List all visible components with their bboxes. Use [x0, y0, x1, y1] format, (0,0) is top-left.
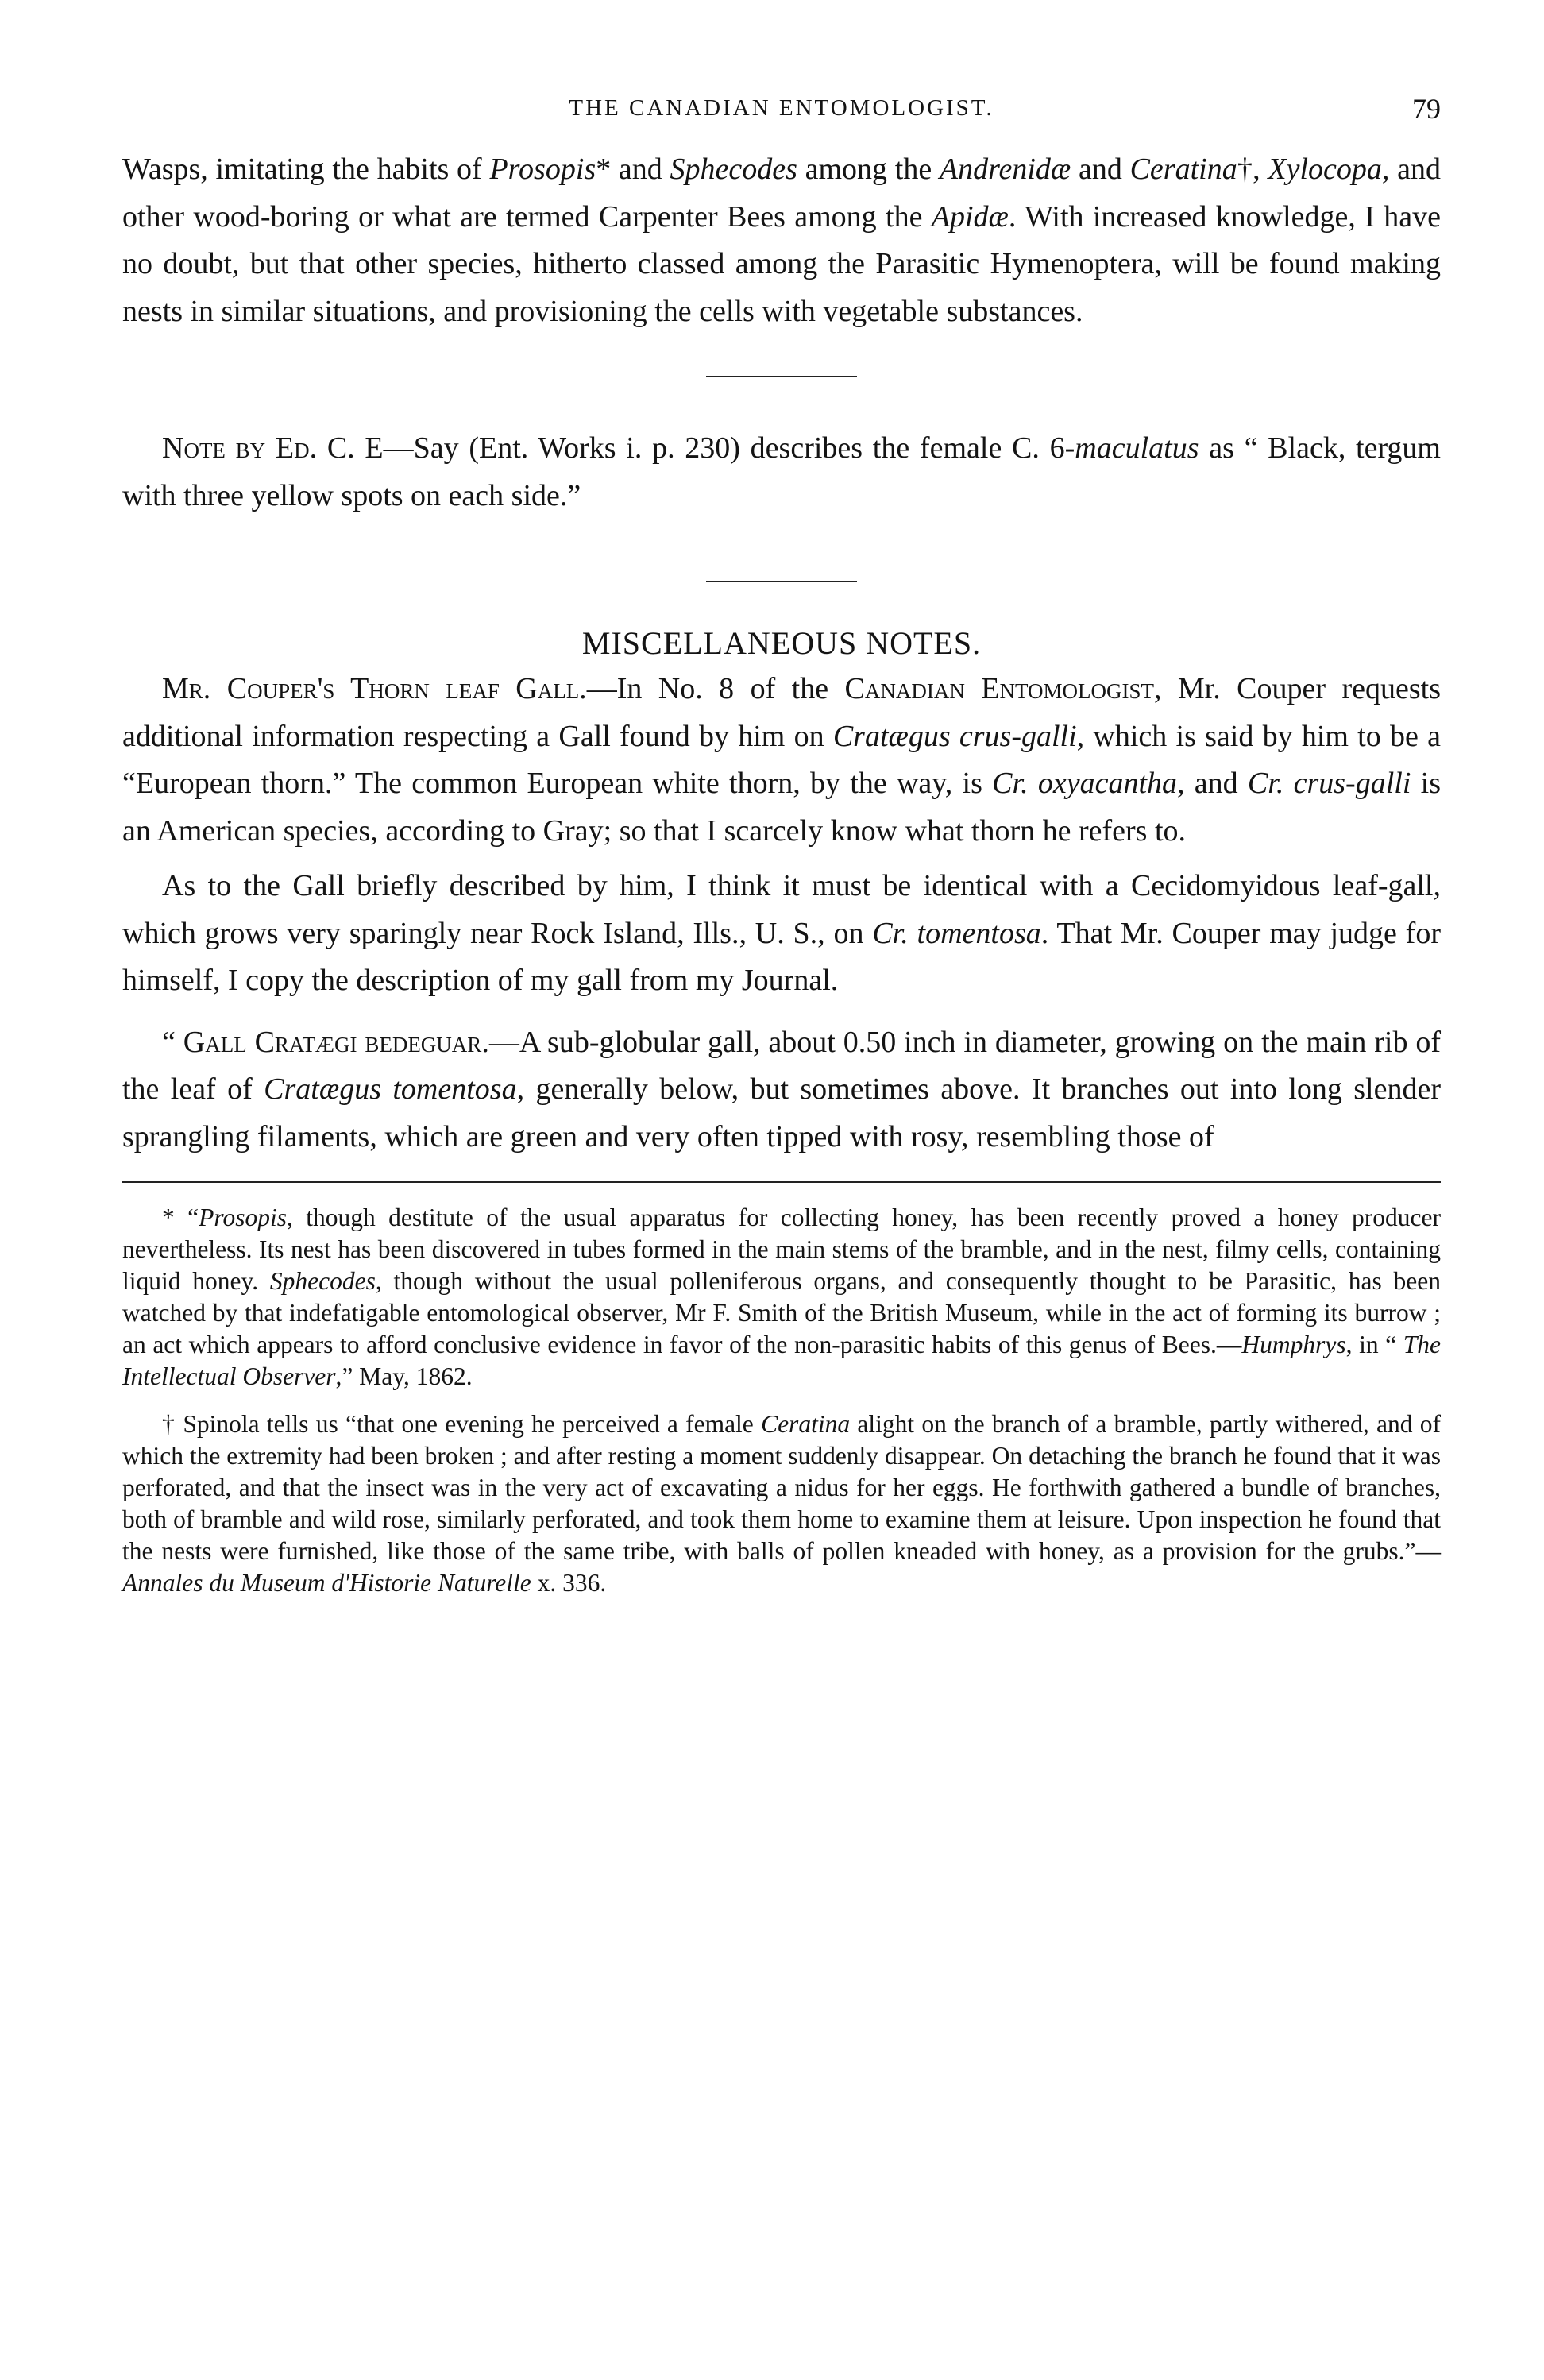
text-run: as “ Black, tergum with three yellow spots on each side.”	[122, 431, 1441, 512]
citation-title: The Intellectual Observer	[122, 1331, 1441, 1390]
text-run: . With increased knowledge, I have no doubt, but that other species, hitherto classed among the Parasitic Hymenoptera, will be found making nests in similar situations, and provisioning the cells with vegetable substances.	[122, 199, 1441, 328]
small-caps-run: Gall Cratægi bedeguar.	[183, 1025, 489, 1059]
main-text	[122, 146, 1441, 1161]
running-title: THE CANADIAN ENTOMOLOGIST.	[569, 95, 994, 121]
text-run: * and	[596, 153, 670, 186]
section-heading: MISCELLANEOUS NOTES.	[581, 625, 982, 661]
body-text	[122, 146, 1441, 1599]
text-run: , in “	[1345, 1331, 1403, 1358]
taxon-name: Xylocopa	[1268, 153, 1382, 186]
text-run: ,” May, 1862.	[335, 1362, 473, 1390]
citation-title: Annales du Museum d'Historie Naturelle	[122, 1569, 531, 1597]
text-run: among the	[797, 153, 940, 186]
text-run: † Spinola tells us “that one evening he perceived a female	[162, 1410, 762, 1438]
footnotes	[122, 1202, 1441, 1599]
intro-paragraph	[122, 146, 1441, 335]
taxon-name: Sphecodes	[269, 1267, 376, 1295]
couper-gall-paragraph	[122, 666, 1441, 855]
page-number: 79	[1412, 93, 1441, 125]
text-run: , Mr. Couper requests additional information respecting a Gall found by him on	[122, 672, 1441, 753]
separator-rule	[706, 376, 857, 377]
text-run: —Say (Ent. Works i. p. 230) describes the female C. 6-	[383, 431, 1075, 465]
text-run: , and other wood-boring or what are termed Carpenter Bees among the	[122, 153, 1441, 234]
footnote-dagger	[122, 1408, 1441, 1599]
taxon-name: Cratægus crus-galli	[832, 719, 1077, 753]
small-caps-run: Mr. Couper's Thorn leaf Gall.	[162, 672, 587, 705]
separator-rule	[706, 581, 857, 582]
taxon-name: Cratægus tomentosa	[264, 1072, 517, 1106]
text-run: is an American species, according to Gray; so that I scarcely know what thorn he refers to.	[122, 767, 1441, 848]
taxon-name: Cr. oxyacantha	[992, 767, 1178, 800]
page	[122, 0, 1441, 2380]
text-run: —A sub-globular gall, about 0.50 inch in diameter, growing on the main rib of the leaf of	[122, 1025, 1442, 1106]
text-run: , and	[1177, 767, 1248, 800]
taxon-name: Cr. tomentosa	[872, 916, 1041, 950]
text-run: , though without the usual polleniferous organs, and consequently thought to be Parasitic, has been watched by that indefatigable entomological observer, Mr F. Smith of the British Museum, while in the act of forming its burrow ; an act which appears to afford conclusive evidence in favor of the non-parasitic habits of this genus of Bees.—	[122, 1267, 1441, 1358]
taxon-name: Apidæ	[931, 199, 1009, 234]
text-run: alight on the branch of a bramble, partly withered, and of which the extremity had been broken ; and after resting a moment suddenly disappear. On detaching the branch he found that it was perforated, and that the insect was in the very act of excavating a nidus for her eggs. He forthwith gathered a bundle of branches, both of bramble and wild rose, similarly perforated, and took them home to examine them at leisure. Upon inspection he found that the nests were furnished, like those of the same tribe, with balls of pollen kneaded with honey, as a provision for the grubs.”—	[122, 1410, 1442, 1565]
text-run: “	[162, 1025, 183, 1059]
text-run: , though destitute of the usual apparatus for collecting honey, has been recently proved a honey producer nevertheless. Its nest has been discovered in tubes formed in the main stems of the bramble, and in the nest, filmy cells, containing liquid honey.	[122, 1204, 1441, 1295]
taxon-name: Ceratina	[1129, 153, 1237, 186]
taxon-name: Ceratina	[761, 1410, 851, 1438]
taxon-name: maculatus	[1075, 431, 1199, 465]
footnote-rule	[122, 1181, 1441, 1183]
journal-quote-paragraph	[122, 1019, 1441, 1161]
taxon-name: Prosopis	[489, 153, 596, 186]
editor-note	[122, 425, 1441, 520]
text-run: x. 336.	[531, 1569, 607, 1597]
taxon-name: Andrenidæ	[939, 153, 1071, 186]
text-run: —In No. 8 of the	[586, 672, 845, 705]
text-run: , generally below, but sometimes above. It branches out into long slender sprangling filaments, which are green and very often tipped with rosy, resembling those of	[122, 1072, 1442, 1153]
taxon-name: Prosopis	[199, 1204, 287, 1231]
taxon-name: Cr. crus-galli	[1247, 767, 1411, 800]
text-run: , which is said by him to be a “European thorn.” The common European white thorn, by the way, is	[122, 719, 1441, 800]
text-run: As to the Gall briefly described by him, I think it must be identical with a Cecidomyidous leaf-gall, which grows very sparingly near Rock Island, Ills., U. S., on	[122, 869, 1441, 950]
taxon-name: Sphecodes	[670, 153, 797, 186]
gall-description-paragraph	[122, 863, 1441, 1005]
text-run: Wasps, imitating the habits of	[122, 153, 490, 186]
small-caps-run: Note by Ed. C. E	[162, 431, 384, 465]
text-run: †,	[1237, 153, 1268, 186]
running-head	[122, 89, 1441, 129]
text-run: . That Mr. Couper may judge for himself, I copy the description of my gall from my Journal.	[122, 916, 1441, 997]
small-caps-run: Canadian Entomologist	[844, 672, 1154, 705]
text-run: and	[1071, 153, 1130, 186]
footnote-asterisk	[122, 1202, 1441, 1393]
citation-author: Humphrys	[1241, 1331, 1346, 1358]
text-run: * “	[162, 1204, 199, 1231]
